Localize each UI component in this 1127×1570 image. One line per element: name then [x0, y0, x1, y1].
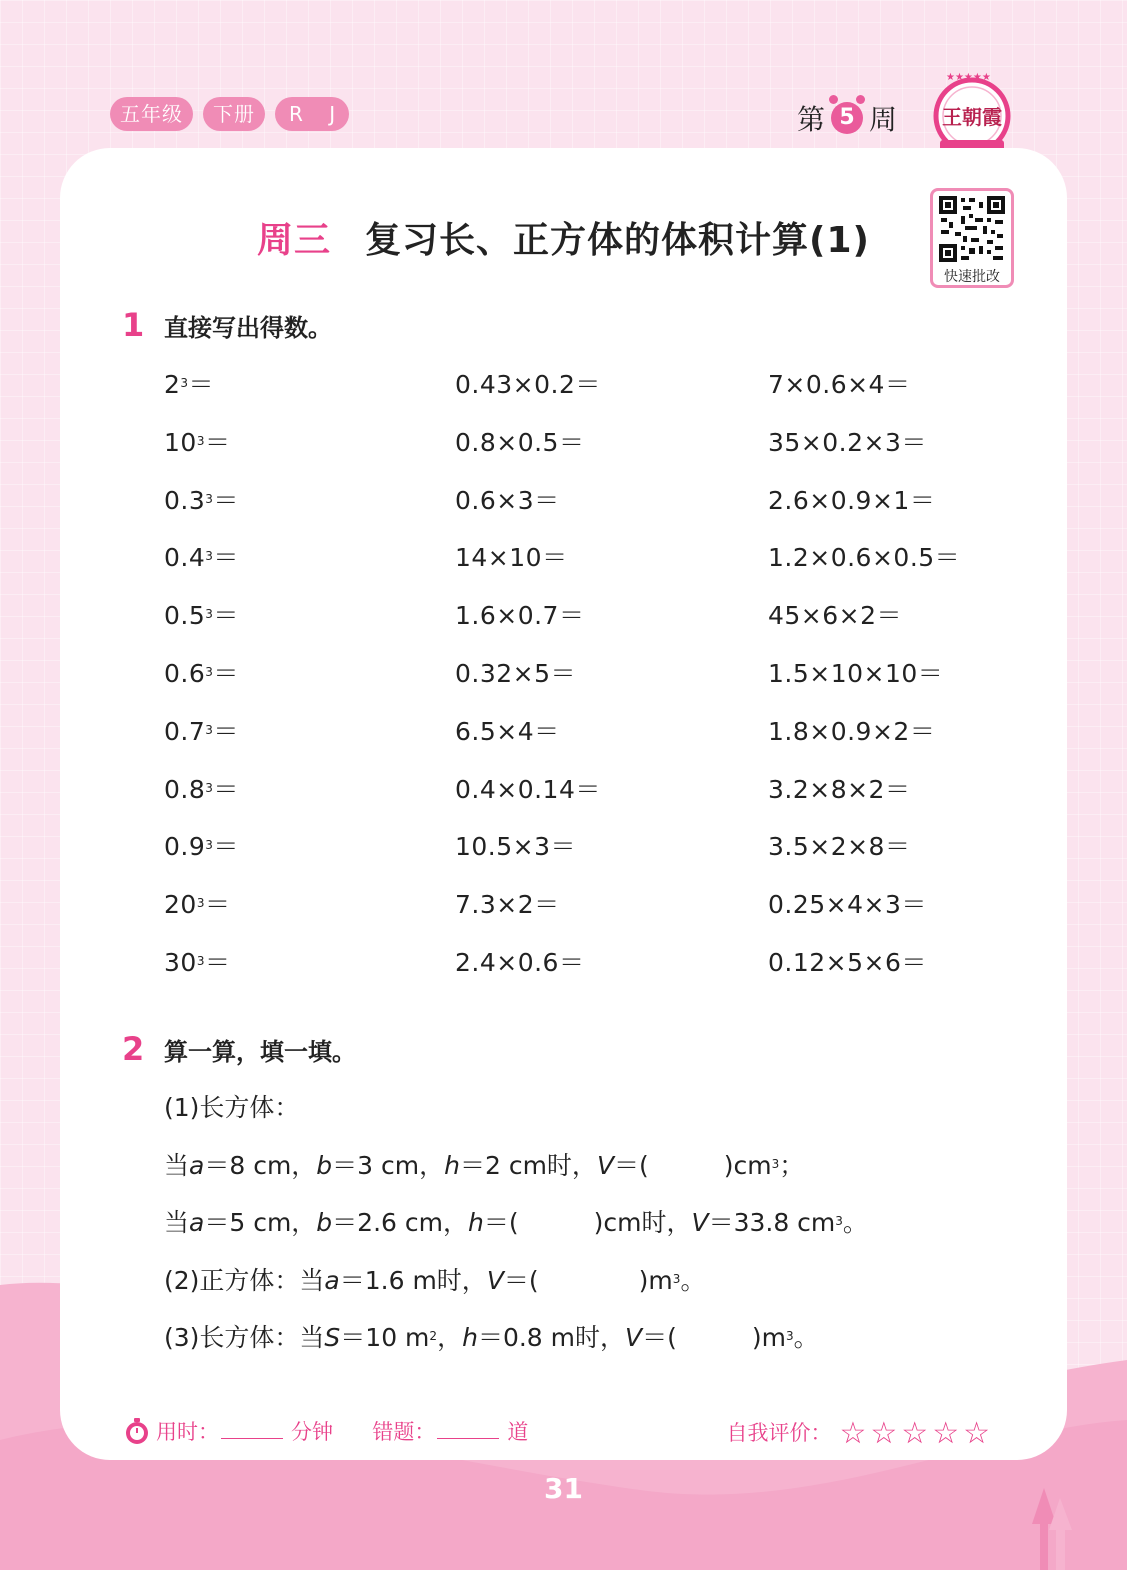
problem-item: 7×0.6×4＝: [768, 370, 911, 399]
week-number-badge: 5: [831, 102, 863, 134]
problem-item: $0.9^3=$: [164, 832, 239, 862]
rating-stars[interactable]: ☆☆☆☆☆: [839, 1416, 994, 1451]
problem-item: 2.6×0.9×1＝: [768, 485, 936, 515]
problem-item: 1.2×0.6×0.5＝: [768, 543, 961, 573]
time-input-blank[interactable]: [221, 1418, 283, 1439]
problem-item: 7.3×2＝: [455, 890, 560, 920]
problem-item: 14×10＝: [455, 543, 568, 573]
rating-label: 自我评价：: [726, 1421, 832, 1445]
question-2-instruction: 算一算，填一填。: [164, 1037, 356, 1066]
problem-item: $0.5^3=$: [164, 601, 239, 631]
question-1-instruction: 直接写出得数。: [164, 313, 332, 342]
problem-item: $30^3=$: [164, 947, 231, 977]
question-2-heading: [122, 1030, 356, 1068]
problem-item: $2^3=$: [164, 370, 215, 399]
question-2-number: 2: [122, 1030, 145, 1068]
problem-item: 0.8×0.5＝: [455, 427, 585, 457]
problem-item: 35×0.2×3＝: [768, 427, 927, 457]
time-unit: 分钟: [291, 1420, 333, 1444]
problem-item: $0.3^3=$: [164, 485, 239, 515]
problem-item: 0.12×5×6＝: [768, 947, 927, 977]
problem-item: 0.43×0.2＝: [455, 370, 601, 399]
qr-code-icon: [939, 196, 1005, 262]
grade-tag: 五年级: [110, 97, 193, 131]
qr-code[interactable]: [930, 188, 1014, 288]
edition-tag: R J: [275, 97, 349, 131]
problem-item: $20^3=$: [164, 890, 231, 920]
problem-item: 0.32×5＝: [455, 658, 577, 688]
subquestion-1-part-b: 当a＝5 cm，b＝2.6 cm，h＝( )cm时，V＝33.8 $cm^3$。: [164, 1208, 868, 1237]
problem-item: 3.5×2×8＝: [768, 832, 911, 862]
arrow-up-icon: [1030, 1488, 1080, 1570]
question-2-body: [164, 1088, 868, 1376]
problem-item: 1.6×0.7＝: [455, 601, 585, 631]
problem-item: 1.5×10×10＝: [768, 658, 944, 688]
errors-input-blank[interactable]: [437, 1418, 499, 1439]
svg-text:★★★★★: ★★★★★: [946, 72, 991, 83]
question-1-number: 1: [122, 306, 145, 344]
qr-label: 快速批改: [944, 269, 1000, 285]
subquestion-3: (3)长方体：当S＝10 $m^2$，h＝0.8 m时，V＝( )$m^3$。: [164, 1323, 819, 1352]
problem-item: 6.5×4＝: [455, 716, 560, 746]
title-day: 周三: [257, 220, 332, 261]
problem-item: 0.25×4×3＝: [768, 890, 927, 920]
problem-item: 3.2×8×2＝: [768, 774, 911, 804]
brand-logo-icon: [932, 72, 1012, 160]
question-1-heading: [122, 306, 332, 344]
subquestion-1-heading: (1)长方体：: [164, 1093, 300, 1122]
grade-tags: [110, 97, 349, 131]
volume-tag: 下册: [203, 97, 265, 131]
question-1-column-products: [455, 366, 601, 1002]
problem-item: 45×6×2＝: [768, 601, 903, 631]
problem-item: $10^3=$: [164, 427, 231, 457]
problem-item: 2.4×0.6＝: [455, 947, 585, 977]
logo-text: 王朝霞: [942, 105, 1002, 129]
stopwatch-icon: [124, 1417, 150, 1445]
week-prefix: 第: [797, 103, 826, 136]
question-1-column-powers: [164, 366, 239, 1002]
problem-item: $0.8^3=$: [164, 774, 239, 804]
question-1-column-triple-products: [768, 366, 960, 1002]
problem-item: 0.4×0.14＝: [455, 774, 601, 804]
time-label: 用时：: [156, 1420, 219, 1444]
problem-item: $0.7^3=$: [164, 716, 239, 746]
week-suffix: 周: [869, 103, 898, 136]
problem-item: $0.4^3=$: [164, 543, 239, 573]
subquestion-2: (2)正方体：当a＝1.6 m时，V＝( )$m^3$。: [164, 1265, 706, 1295]
problem-item: 10.5×3＝: [455, 832, 577, 862]
errors-label: 错题：: [372, 1420, 436, 1444]
problem-item: $0.6^3=$: [164, 658, 239, 688]
footer-bar: [124, 1416, 994, 1450]
problem-item: 0.6×3＝: [455, 485, 560, 515]
week-indicator: [797, 98, 897, 138]
errors-unit: 道: [507, 1420, 529, 1444]
subquestion-1-part-a: 当a＝8 cm，b＝3 cm，h＝2 cm时，V＝( )$cm^3$；: [164, 1150, 805, 1180]
title-text: 复习长、正方体的体积计算(1): [365, 220, 870, 261]
page-number: 31: [544, 1472, 583, 1505]
problem-item: 1.8×0.9×2＝: [768, 716, 936, 746]
self-rating: [727, 1416, 994, 1451]
